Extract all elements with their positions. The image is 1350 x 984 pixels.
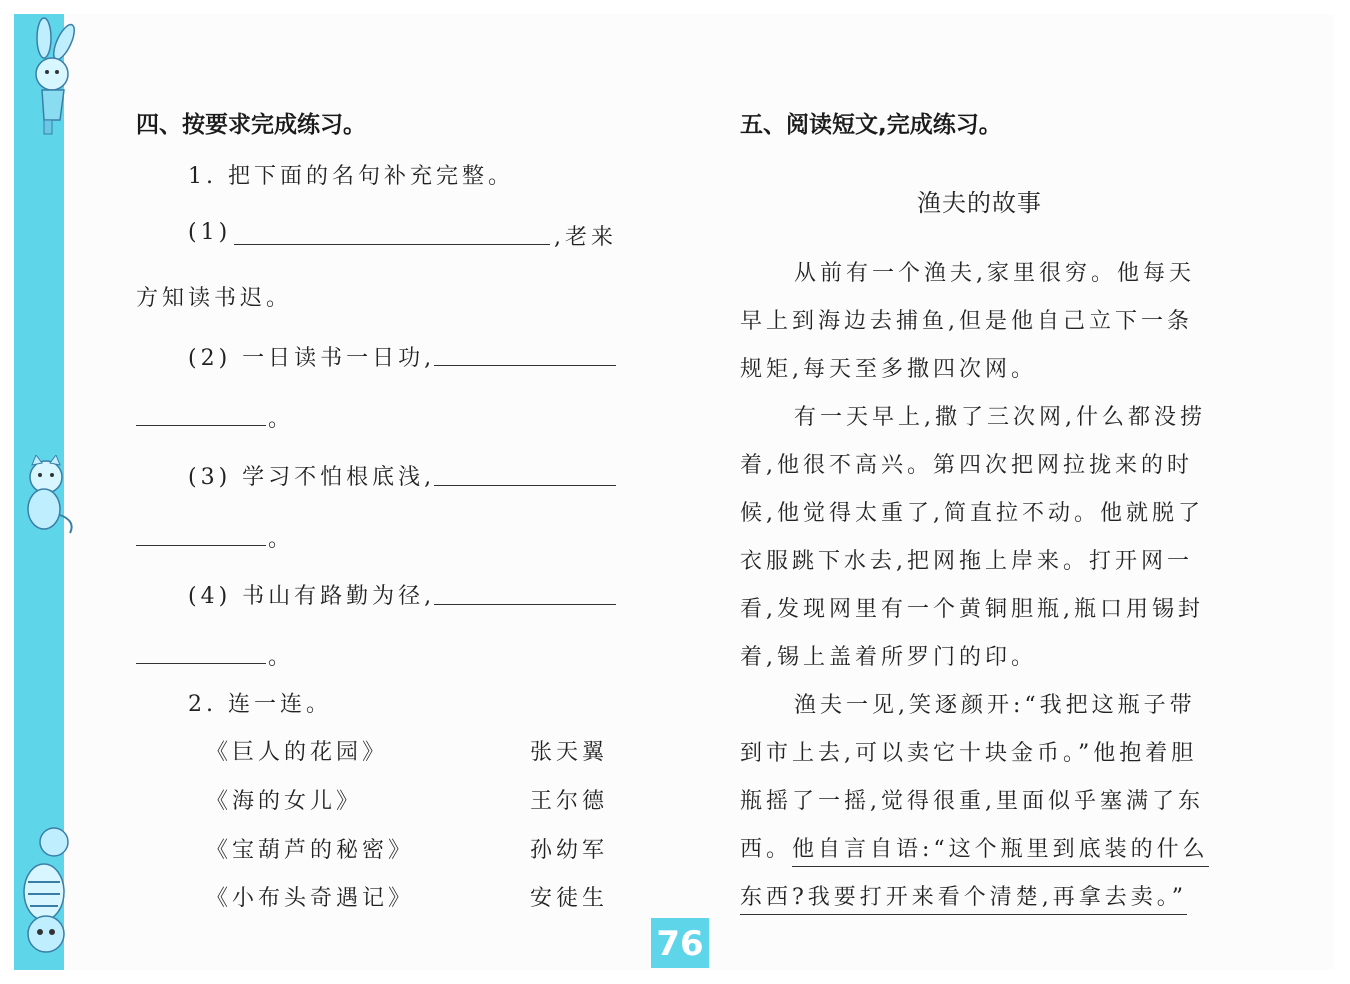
story-line: 有一天早上,撒了三次网,什么都没捞 <box>794 405 1206 430</box>
matching-author[interactable]: 张天翼 <box>530 740 609 765</box>
story-text: 西。 <box>740 837 793 862</box>
story-line: 着,他很不高兴。第四次把网拉拢来的时 <box>740 453 1193 478</box>
q1-item-3-label: (3) 学习不怕根底浅, <box>188 465 436 490</box>
matching-author[interactable]: 孙幼军 <box>530 838 609 863</box>
matching-book[interactable]: 《小布头奇遇记》 <box>206 886 415 911</box>
answer-blank[interactable] <box>234 244 550 245</box>
q1-item-4-end: 。 <box>268 645 295 670</box>
matching-book[interactable]: 《宝葫芦的秘密》 <box>206 838 415 863</box>
q1-item-2-label: (2) 一日读书一日功, <box>188 346 436 371</box>
answer-blank[interactable] <box>434 365 616 366</box>
matching-author[interactable]: 安徒生 <box>530 886 609 911</box>
story-line: 规矩,每天至多撒四次网。 <box>740 357 1037 382</box>
q1-title: 1. 把下面的名句补充完整。 <box>188 164 514 189</box>
matching-book[interactable]: 《海的女儿》 <box>206 789 363 814</box>
q1-item-1-continuation: 方知读书迟。 <box>136 286 293 311</box>
story-line-13 <box>740 832 1209 863</box>
answer-blank[interactable] <box>136 663 266 664</box>
story-line: 瓶摇了一摇,觉得很重,里面似乎塞满了东 <box>740 789 1204 814</box>
story-line: 渔夫一见,笑逐颜开:“我把这瓶子带 <box>794 693 1196 718</box>
matching-book[interactable]: 《巨人的花园》 <box>206 740 389 765</box>
story-line: 着,锡上盖着所罗门的印。 <box>740 645 1037 670</box>
answer-blank[interactable] <box>136 425 266 426</box>
q1-item-1-suffix: ,老来 <box>554 225 617 250</box>
matching-author[interactable]: 王尔德 <box>530 789 609 814</box>
page-number: 76 <box>651 918 709 968</box>
story-line: 衣服跳下水去,把网拖上岸来。打开网一 <box>740 549 1193 574</box>
section-five-title: 五、阅读短文,完成练习。 <box>740 112 1002 138</box>
workbook-page <box>14 14 1334 970</box>
story-line: 到市上去,可以卖它十块金币。”他抱着胆 <box>740 741 1198 766</box>
cat-illustration <box>14 455 78 535</box>
story-title: 渔夫的故事 <box>917 189 1042 217</box>
underlined-sentence: 他自言自语:“这个瓶里到底装的什么 <box>792 837 1209 867</box>
story-line: 候,他觉得太重了,简直拉不动。他就脱了 <box>740 501 1204 526</box>
story-line-14 <box>740 880 1187 911</box>
underlined-sentence: 东西?我要打开来看个清楚,再拿去卖。” <box>740 885 1187 915</box>
answer-blank[interactable] <box>434 604 616 605</box>
answer-blank[interactable] <box>136 545 266 546</box>
rabbit-illustration <box>14 16 80 136</box>
answer-blank[interactable] <box>434 485 616 486</box>
story-line: 从前有一个渔夫,家里很穷。他每天 <box>794 261 1195 286</box>
q2-title: 2. 连一连。 <box>188 692 332 717</box>
q1-item-3-end: 。 <box>268 527 295 552</box>
story-line: 看,发现网里有一个黄铜胆瓶,瓶口用锡封 <box>740 597 1204 622</box>
tiger-illustration <box>14 822 80 962</box>
q1-item-1-label: (1) <box>188 220 232 245</box>
story-line: 早上到海边去捕鱼,但是他自己立下一条 <box>740 309 1193 334</box>
q1-item-4-label: (4) 书山有路勤为径, <box>188 584 436 609</box>
q1-item-2-end: 。 <box>268 407 295 432</box>
section-four-title: 四、按要求完成练习。 <box>136 112 366 138</box>
